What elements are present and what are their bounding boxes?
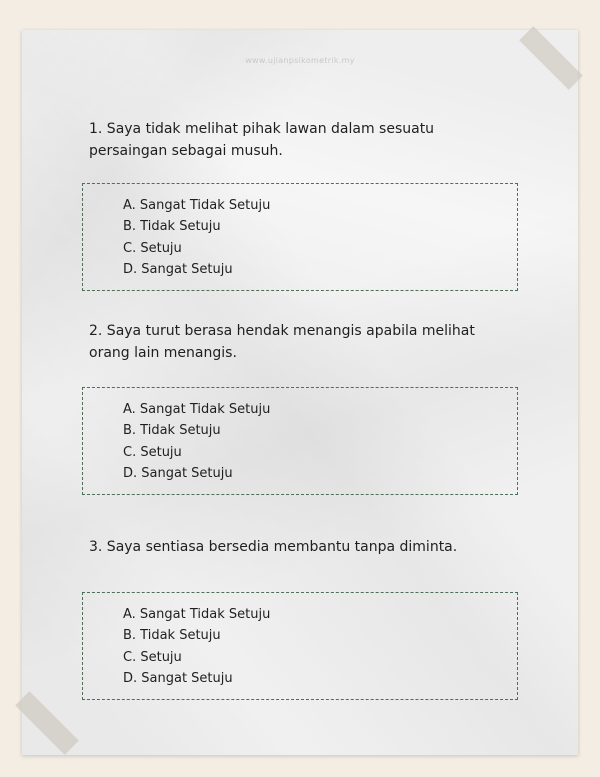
question-1: 1. Saya tidak melihat pihak lawan dalam sesuatu persaingan sebagai musuh. <box>89 121 435 159</box>
option-2a[interactable]: A. Sangat Tidak Setuju <box>123 402 271 417</box>
option-2d[interactable]: D. Sangat Setuju <box>123 465 233 481</box>
option-1d[interactable]: D. Sangat Setuju <box>123 261 233 277</box>
option-1a[interactable]: A. Sangat Tidak Setuju <box>123 198 271 213</box>
option-3b[interactable]: B. Tidak Setuju <box>123 628 221 644</box>
options-box-3 <box>82 592 518 700</box>
question-3: 3. Saya sentiasa bersedia membantu tanpa diminta. <box>89 539 458 555</box>
options-box-2 <box>82 387 518 495</box>
tape-bottom-left <box>15 691 79 755</box>
option-1b[interactable]: B. Tidak Setuju <box>123 219 221 235</box>
option-3c[interactable]: C. Setuju <box>123 649 182 665</box>
option-3d[interactable]: D. Sangat Setuju <box>123 670 233 686</box>
option-3a[interactable]: A. Sangat Tidak Setuju <box>123 607 271 622</box>
option-2b[interactable]: B. Tidak Setuju <box>123 423 221 439</box>
question-2: 2. Saya turut berasa hendak menangis apabila melihat orang lain menangis. <box>89 323 475 361</box>
options-box-1 <box>82 183 518 291</box>
option-1c[interactable]: C. Setuju <box>123 240 182 256</box>
watermark: www.ujianpsikometrik.my <box>245 56 355 65</box>
worksheet-page <box>22 30 578 755</box>
option-2c[interactable]: C. Setuju <box>123 444 182 460</box>
